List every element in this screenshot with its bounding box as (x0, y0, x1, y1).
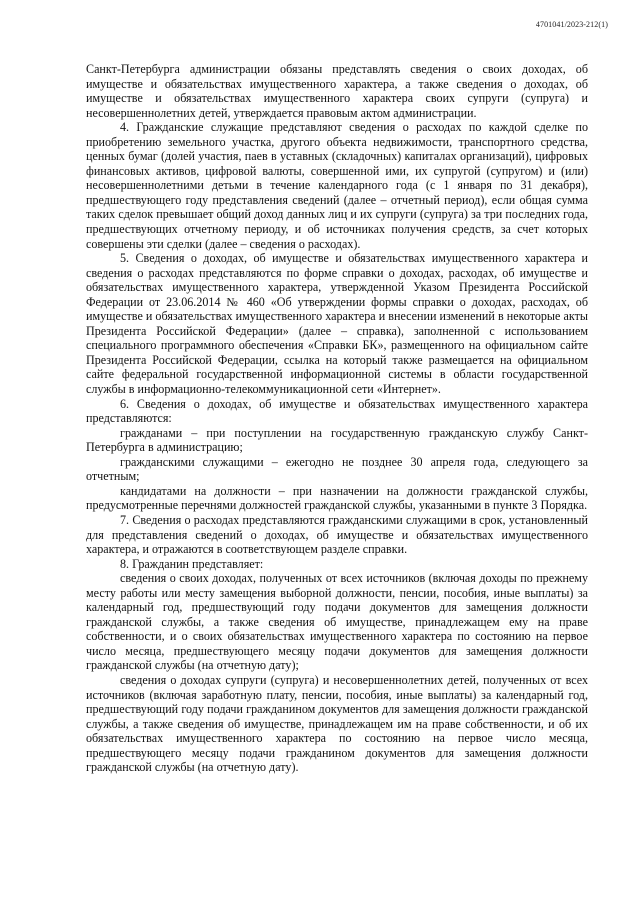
paragraph-item-6-citizens: гражданами – при поступлении на государственную гражданскую службу Санкт-Петербурга в администрацию; (86, 425, 588, 455)
paragraph-item-5: 5. Сведения о доходах, об имуществе и обязательствах имущественного характера и сведения о расходах представляются по форме справки о доходах, расходах, об имуществе и обязательствах имущественного характера, утвержденной Указом Президента Российской Федерации от 23.06.2014 № 460 «Об утверждении формы справки о доходах, расходах, об имуществе и обязательствах имущественного характера и внесении изменений в некоторые акты Президента Российской Федерации» (далее – справка), заполненной с использованием специального программного обеспечения «Справки БК», размещенного на официальном сайте Президента Российской Федерации, ссылка на который также размещается на официальном сайте федеральной государственной информационной системы в области государственной службы в информационно-телекоммуникационной сети «Интернет». (86, 251, 588, 397)
paragraph-item-6-civil-servants: гражданскими служащими – ежегодно не позднее 30 апреля года, следующего за отчетным; (86, 454, 588, 484)
paragraph-item-6-candidates: кандидатами на должности – при назначении на должности гражданской службы, предусмотренные перечнями должностей гражданской службы, указанными в пункте 3 Порядка. (86, 483, 588, 513)
paragraph-item-4: 4. Гражданские служащие представляют сведения о расходах по каждой сделке по приобретению земельного участка, другого объекта недвижимости, транспортного средства, ценных бумаг (долей участия, паев в уставных (складочных) капиталах организаций), цифровых финансовых активов, цифровой валюты, совершенной ими, их супругой (супругом) и (или) несовершеннолетними детьми в течение календарного года (с 1 января по 31 декабря), предшествующего году представления сведений (далее – отчетный период), если общая сумма таких сделок превышает общий доход данных лиц и их супруги (супруга) за три последних года, предшествующих отчетному периоду, и об источниках получения средств, за счет которых совершены эти сделки (далее – сведения о расходах). (86, 120, 588, 251)
document-id: 4701041/2023-212(1) (535, 20, 608, 29)
paragraph-item-7: 7. Сведения о расходах представляются гражданскими служащими в срок, установленный для представления сведений о доходах, об имуществе и обязательствах имущественного характера, и отражаются в соответствующем разделе справки. (86, 512, 588, 557)
paragraph-item-6: 6. Сведения о доходах, об имуществе и обязательствах имущественного характера представляются: (86, 396, 588, 426)
paragraph-continuation: Санкт-Петербурга администрации обязаны представлять сведения о своих доходах, об имуществе и обязательствах имущественного характера, а также сведения о доходах, об имуществе и обязательствах имущественного характера своих супруги (супруга) и несовершеннолетних детей, утверждается правовым актом администрации. (86, 62, 588, 120)
paragraph-item-8-family-income: сведения о доходах супруги (супруга) и несовершеннолетних детей, полученных от всех источников (включая заработную плату, пенсии, пособия, иные выплаты) за календарный год, предшествующий году подачи гражданином документов для замещения должности гражданской службы, а также сведения об имуществе, принадлежащем им на праве собственности, и об их обязательствах имущественного характера по состоянию на первое число месяца, предшествующего месяцу подачи гражданином документов для замещения должности гражданской службы (на отчетную дату). (86, 672, 588, 775)
document-body (86, 62, 588, 775)
paragraph-item-8-own-income: сведения о своих доходах, полученных от всех источников (включая доходы по прежнему месту работы или месту замещения выборной должности, пенсии, пособия, иные выплаты) за календарный год, предшествующий году подачи документов для замещения должности гражданской службы, а также сведения об имуществе, принадлежащем ему на праве собственности, и о своих обязательствах имущественного характера по состоянию на первое число месяца, предшествующего месяцу подачи документов для замещения должности гражданской службы (на отчетную дату); (86, 571, 588, 673)
paragraph-item-8: 8. Гражданин представляет: (120, 556, 264, 571)
